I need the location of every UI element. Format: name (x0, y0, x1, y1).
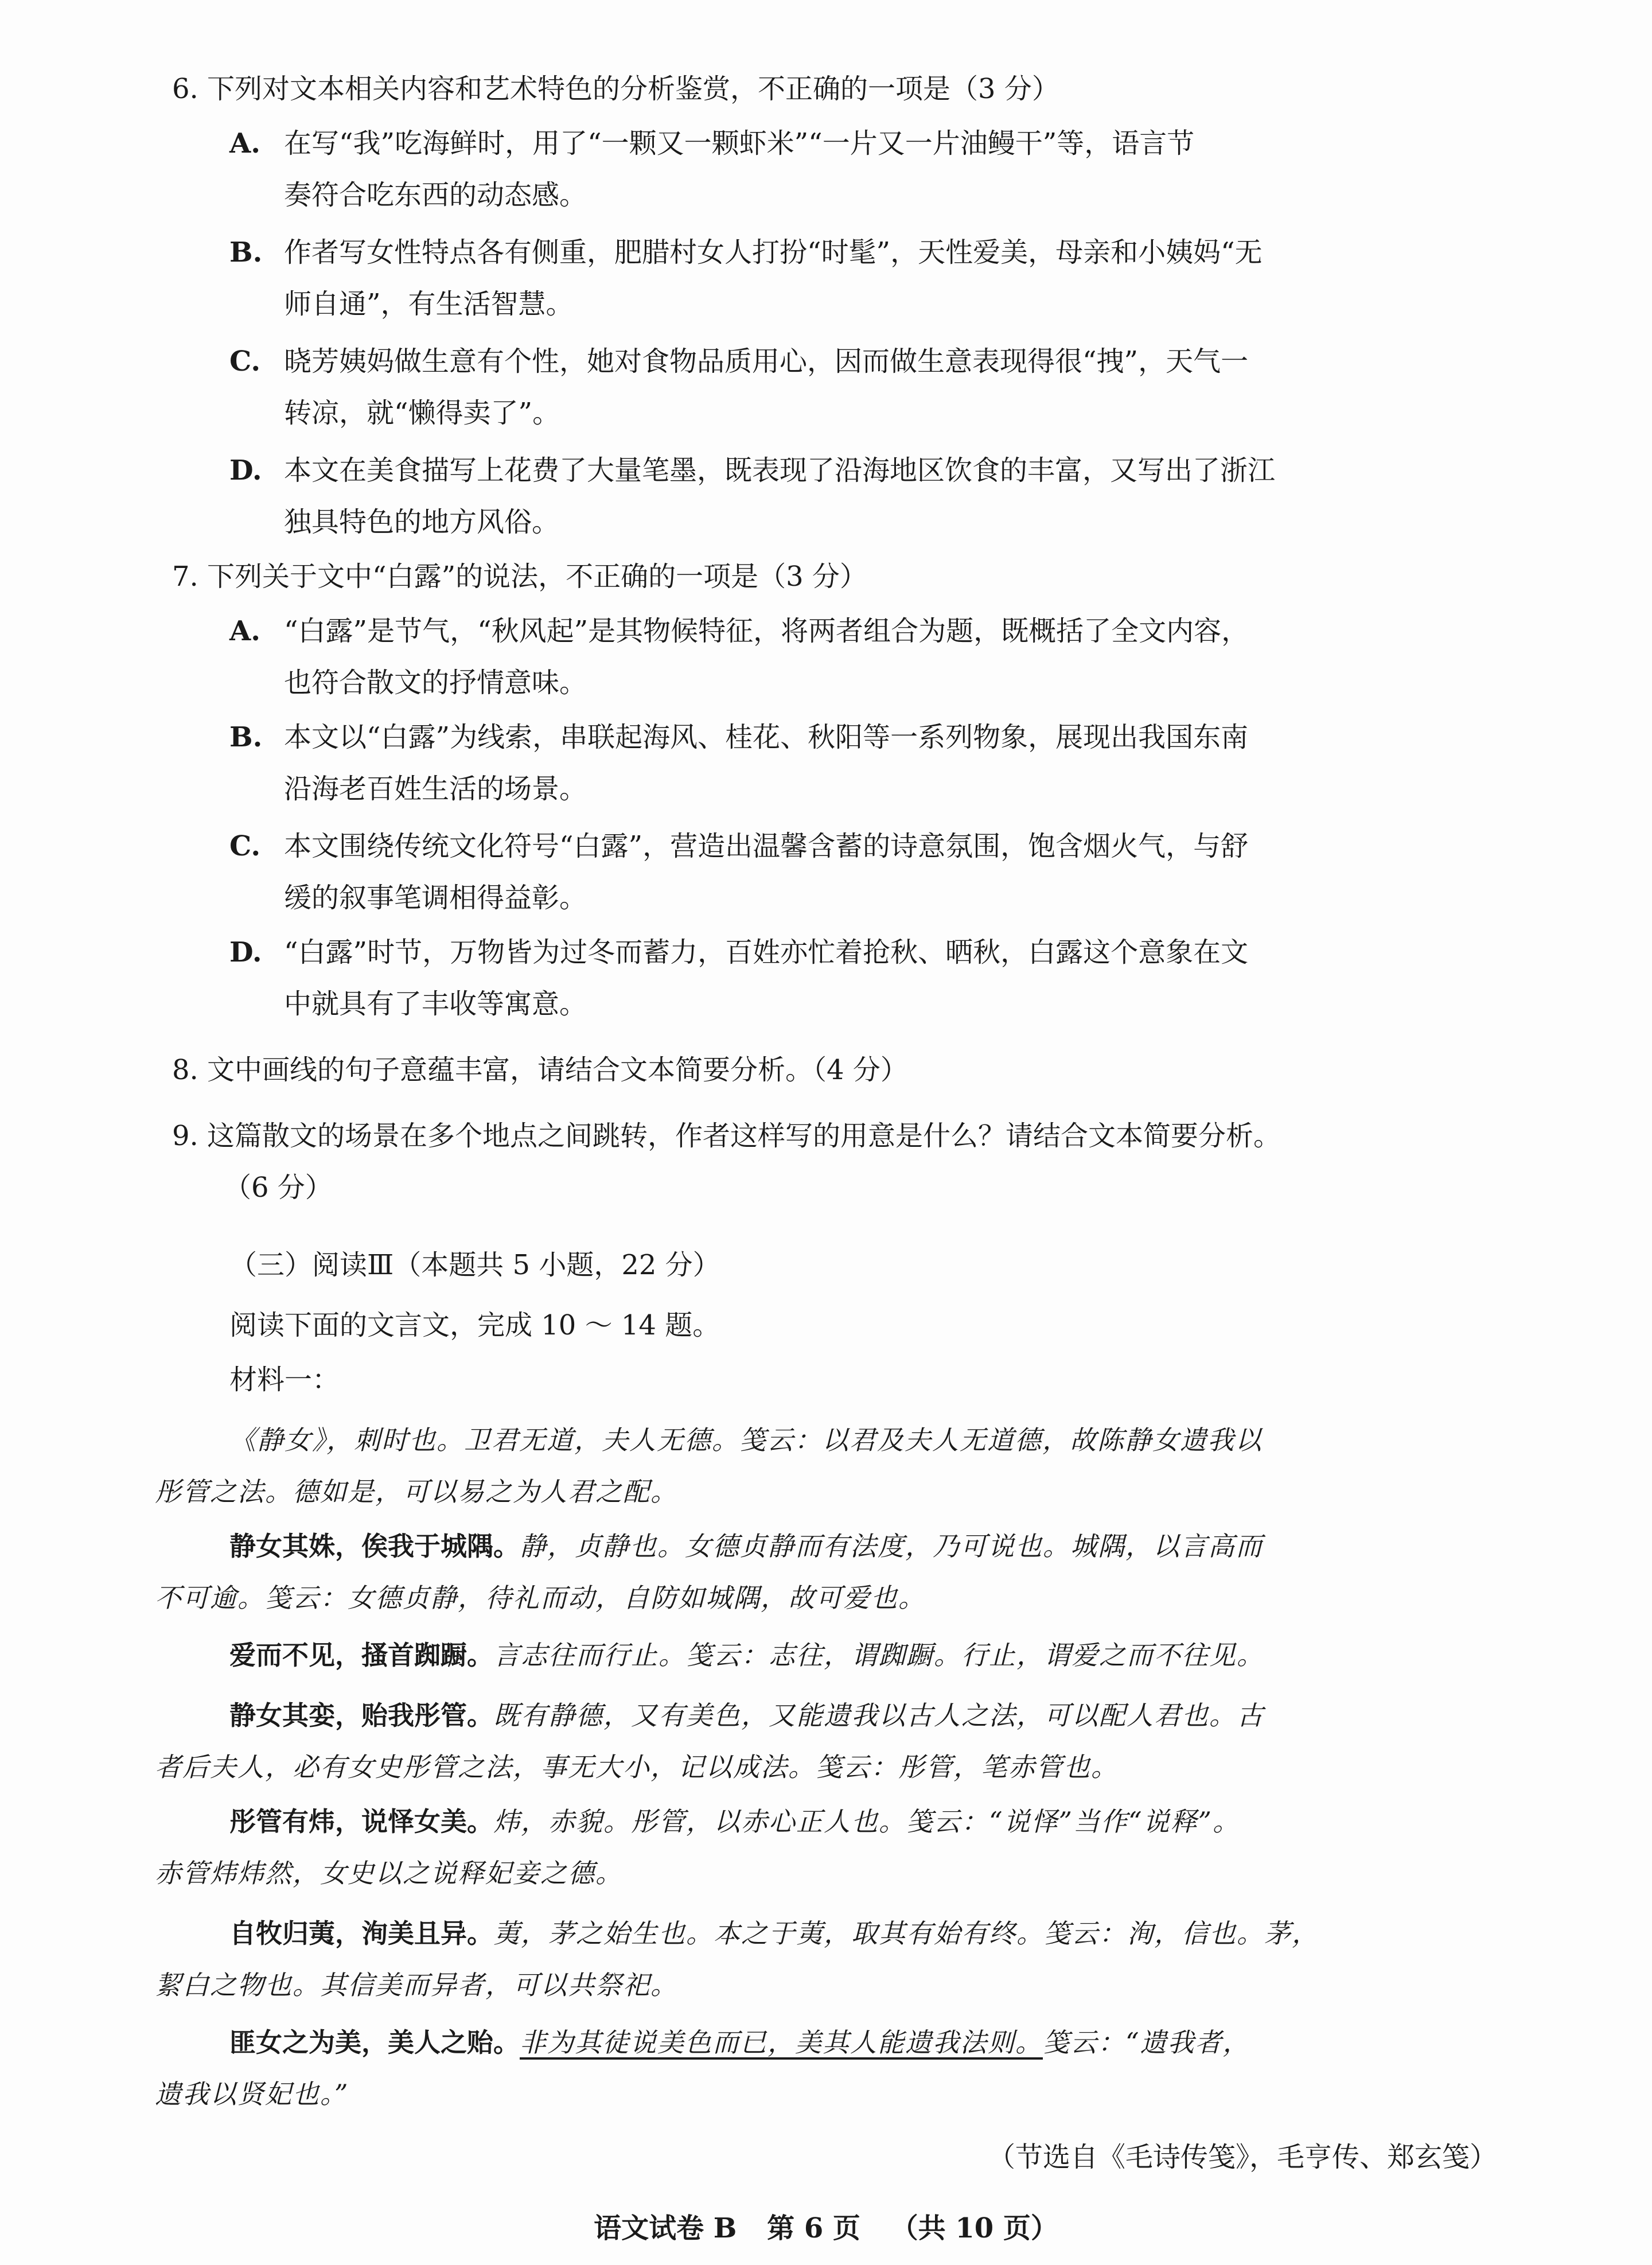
option-letter: A. (229, 615, 260, 647)
section-instruction: 阅读下面的文言文，完成 10 ～ 14 题。 (229, 1309, 720, 1341)
question-6-option-d: D. 本文在美食描写上花费了大量笔墨，既表现了沿海地区饮食的丰富，又写出了浙江 独具特色的地方风俗。 (229, 445, 1509, 548)
page-footer (0, 2206, 1652, 2245)
option-letter: B. (229, 236, 263, 268)
question-9: 9. 这篇散文的场景在多个地点之间跳转，作者这样写的用意是什么？请结合文本简要分析。 （6 分） (172, 1120, 1281, 1204)
question-6-option-b: B. 作者写女性特点各有侧重，肥腊村女人打扮“时髦”，天性爱美，母亲和小姨妈“无 师自通”，有生活智慧。 (229, 227, 1509, 330)
passage-paragraph: 静女其娈，贻我彤管。既有静德，又有美色，又能遗我以古人之法，可以配人君也。古 者后夫人，必有女史彤管之法，事无大小，记以成法。笺云：彤管，笔赤管也。 (155, 1700, 1264, 1783)
option-letter: B. (229, 721, 263, 753)
question-6-option-c: C. 晓芳姨妈做生意有个性，她对食物品质用心，因而做生意表现得很“拽”，天气一 转凉，就“懒得卖了”。 (229, 336, 1509, 439)
passage-source: （节选自《毛诗传笺》，毛亨传、郑玄笺） (987, 2141, 1497, 2173)
option-letter: C. (229, 830, 261, 862)
underlined-sentence: 非为其徒说美色而已，美其人能遗我法则。 (520, 2027, 1043, 2058)
footer-page: 第 6 页 (767, 2212, 860, 2244)
question-7-option-c: C. 本文围绕传统文化符号“白露”，营造出温馨含蓄的诗意氛围，饱含烟火气，与舒 缓的叙事笔调相得益彰。 (229, 820, 1509, 924)
section-title: （三）阅读Ⅲ（本题共 5 小题，22 分） (229, 1249, 720, 1281)
option-letter: A. (229, 127, 260, 159)
passage-paragraph: 彤管有炜，说怿女美。炜，赤貌。彤管，以赤心正人也。笺云：“说怿”当作“说释”。 赤管炜炜然，女史以之说释妃妾之德。 (155, 1806, 1241, 1889)
passage-paragraph: 匪女之为美，美人之贻。非为其徒说美色而已，美其人能遗我法则。笺云：“遗我者， 遗我以贤妃也。” (155, 2027, 1250, 2110)
footer-total: （共 10 页） (890, 2212, 1058, 2244)
question-6-option-a: A. 在写“我”吃海鲜时，用了“一颗又一颗虾米”“一片又一片油鳗干”等，语言节 奏符合吃东西的动态感。 (229, 118, 1509, 221)
question-7-option-d: D. “白露”时节，万物皆为过冬而蓄力，百姓亦忙着抢秋、晒秋，白露这个意象在文 中就具有了丰收等寓意。 (229, 927, 1509, 1030)
question-8: 8. 文中画线的句子意蕴丰富，请结合文本简要分析。（4 分） (172, 1054, 908, 1086)
material-label: 材料一： (229, 1364, 340, 1396)
passage-paragraph: 爱而不见，搔首踟蹰。言志往而行止。笺云：志往，谓踟蹰。行止，谓爱之而不往见。 (229, 1640, 1264, 1671)
passage-paragraph: 自牧归荑，洵美且异。荑，茅之始生也。本之于荑，取其有始有终。笺云：洵，信也。茅， 絜白之物也。其信美而异者，可以共祭祀。 (155, 1918, 1319, 2001)
option-letter: C. (229, 345, 261, 378)
question-7-option-b: B. 本文以“白露”为线索，串联起海风、桂花、秋阳等一系列物象，展现出我国东南 沿海老百姓生活的场景。 (229, 711, 1509, 815)
footer-exam: 语文试卷 B (594, 2212, 737, 2244)
option-letter: D. (229, 454, 262, 487)
question-7-option-a: A. “白露”是节气，“秋风起”是其物候特征，将两者组合为题，既概括了全文内容， 也符合散文的抒情意味。 (229, 605, 1509, 709)
passage-paragraph: 《静女》，刺时也。卫君无道，夫人无德。笺云：以君及夫人无道德，故陈静女遗我以 彤管之法。德如是，可以易之为人君之配。 (155, 1425, 1263, 1507)
option-letter: D. (229, 936, 262, 968)
question-7-stem: 7. 下列关于文中“白露”的说法，不正确的一项是（3 分） (172, 561, 867, 593)
question-6-stem: 6. 下列对文本相关内容和艺术特色的分析鉴赏，不正确的一项是（3 分） (172, 73, 1059, 105)
passage-paragraph: 静女其姝，俟我于城隅。静，贞静也。女德贞静而有法度，乃可说也。城隅，以言高而 不可逾。笺云：女德贞静，待礼而动，自防如城隅，故可爱也。 (155, 1531, 1263, 1613)
